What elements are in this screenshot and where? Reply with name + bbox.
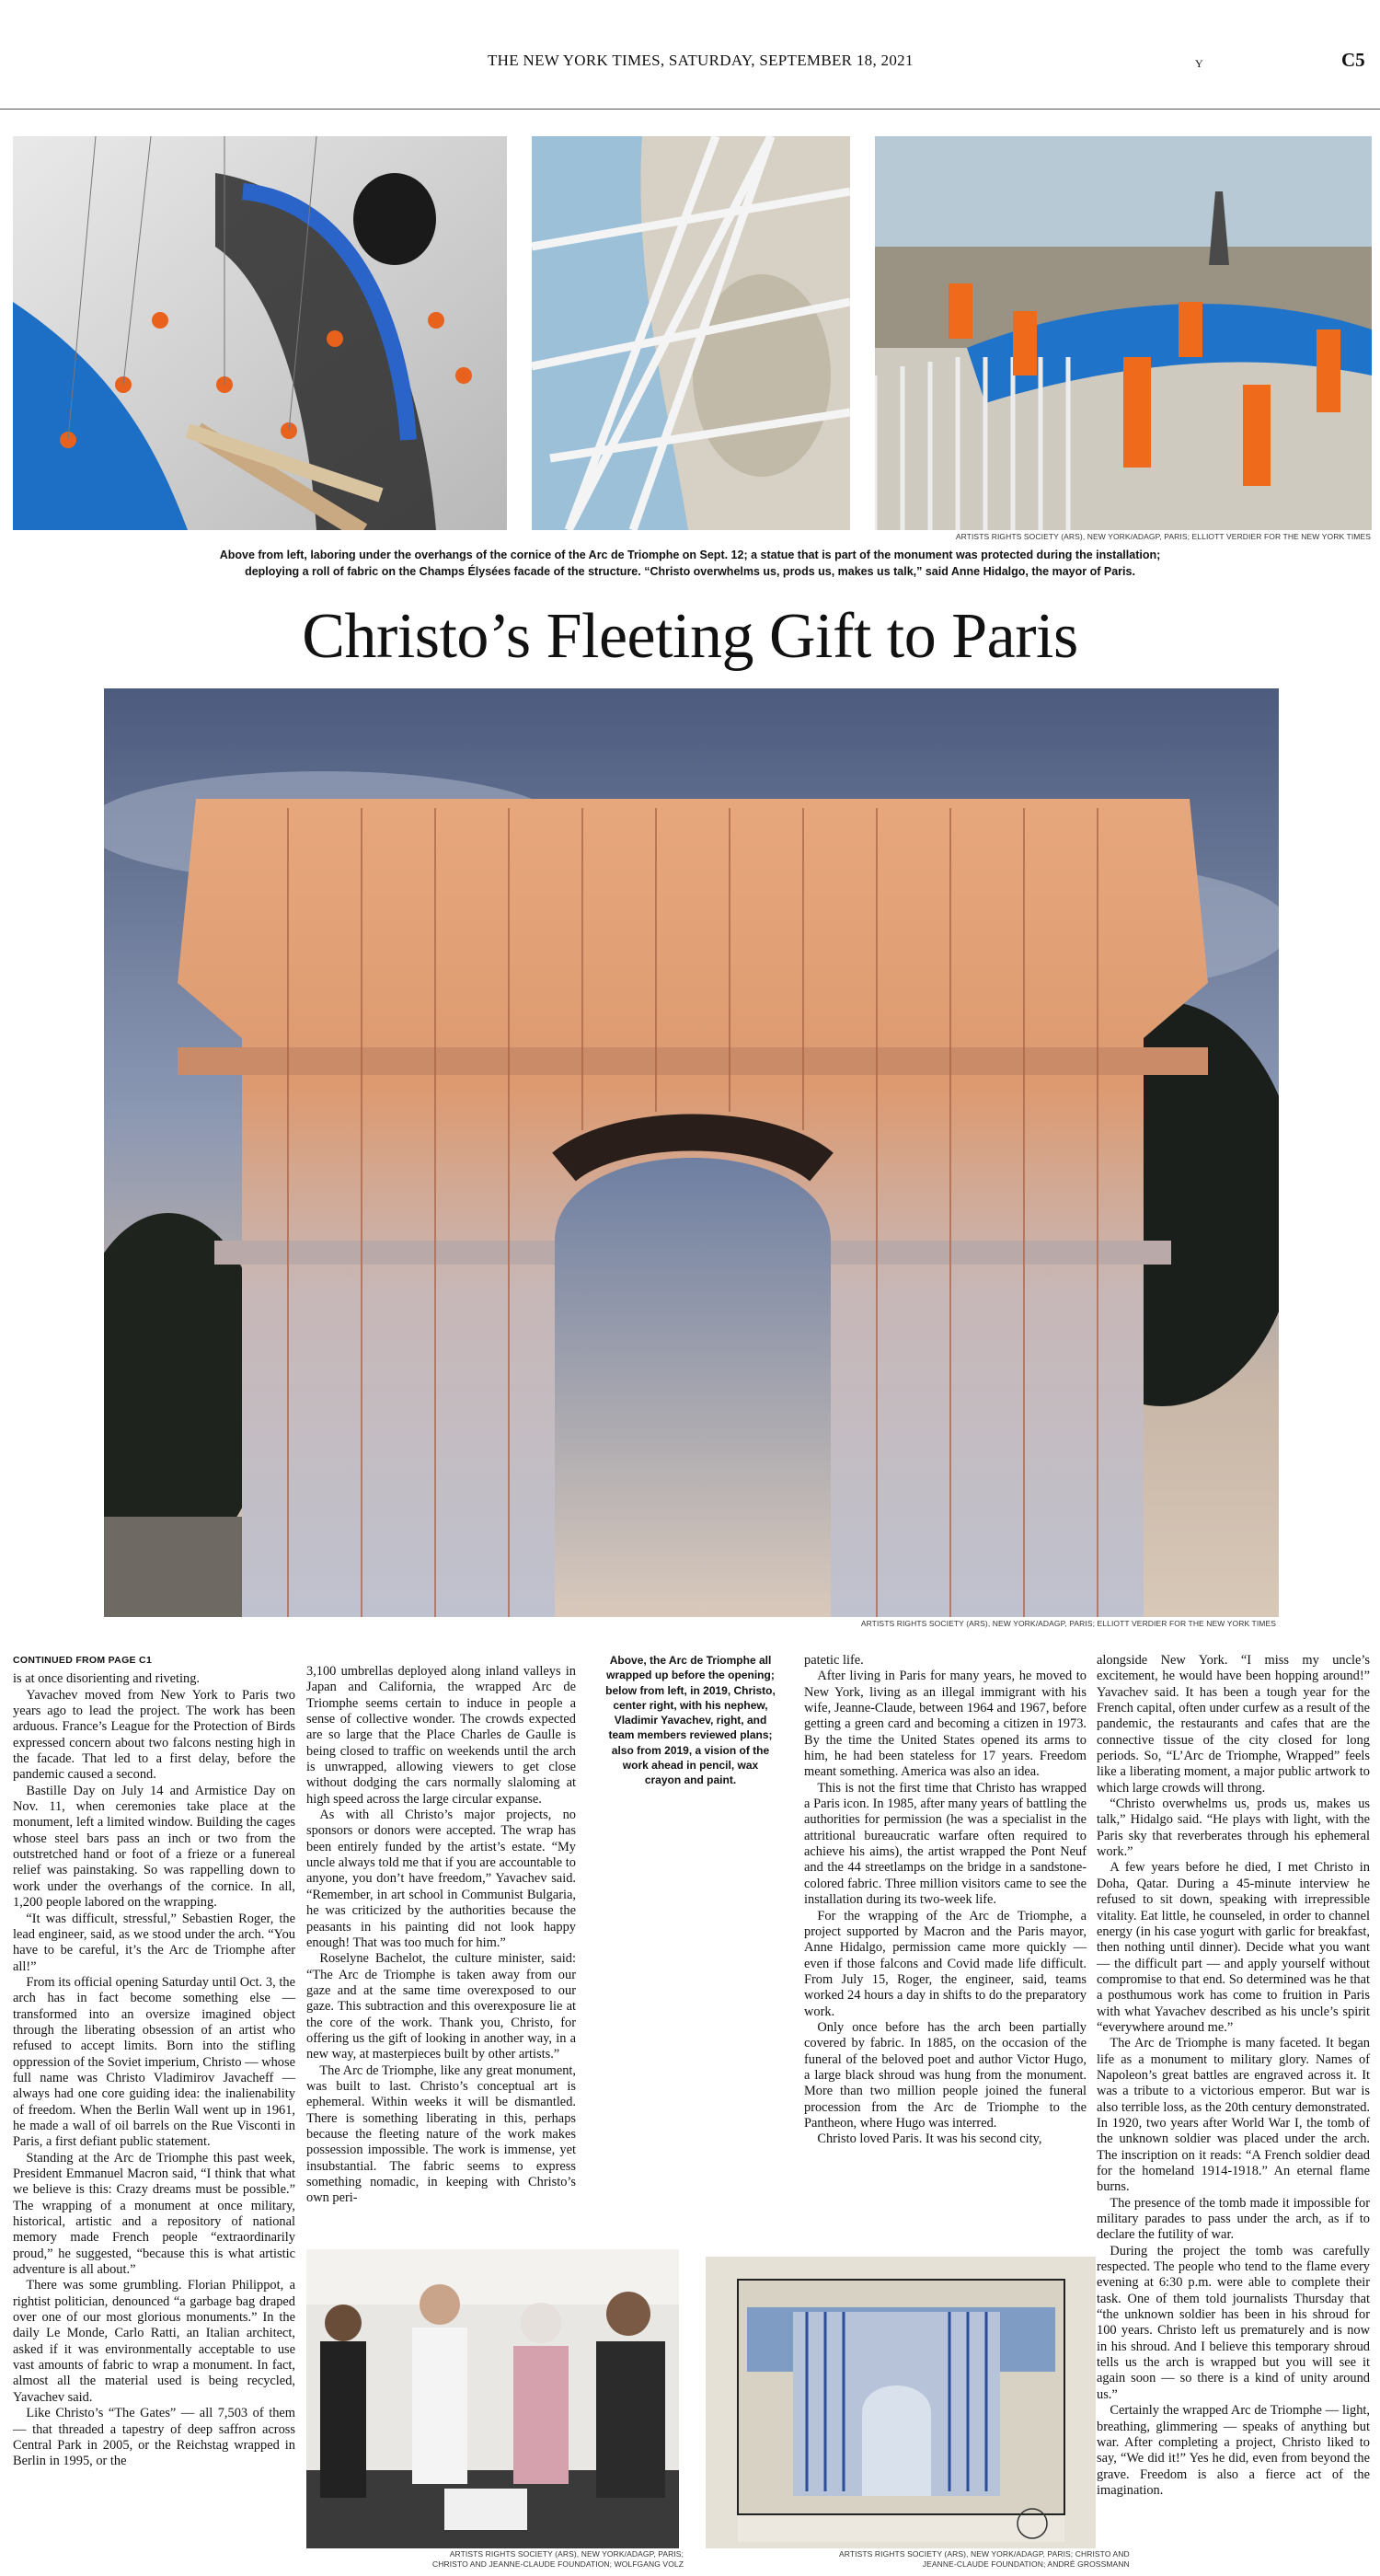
paragraph: Like Christo’s “The Gates” — all 7,503 of them — that threaded a tapestry of deep saffron across Central Park in 2005, or the Reichstag wrapped in Berlin in 1995, or the	[13, 2406, 295, 2469]
paragraph: Certainly the wrapped Arc de Triomphe — light, breathing, glimmering — speaks of anything but war. After completing a project, Christo liked to say, “We did it!” Yes he did, even from beyond the grave. Freedom is also a fierce act of the imagination.	[1097, 2403, 1370, 2498]
paragraph: This is not the first time that Christo has wrapped a Paris icon. In 1985, after many years of battling the authorities for permission (he was a specialist in the attritional bureaucratic warfare often required to achieve his aims), the artist wrapped the Pont Neuf and the 44 streetlamps on the bridge in a sandstone-colored fabric. Three million visitors came to see the installation during its two-week life.	[804, 1780, 1087, 1908]
paragraph: For the wrapping of the Arc de Triomphe, a project supported by Macron and the Paris mayor, Anne Hidalgo, permission came more quickly — even if those falcons and Covid made life difficult. From July 15, Roger, the engineer, said, teams worked 24 hours a day in shifts to do the preparatory work.	[804, 1908, 1087, 2019]
paragraph: From its official opening Saturday until Oct. 3, the arch has in fact become something else — transformed into an oversize imagined object through the liberating obsession of an artist who refused to accept limits. Born into the stifling oppression of the Soviet imperium, Christo — whose full name was Christo Vladimirov Javacheff — always had one core guiding idea: the inalienability of freedom. When the Berlin Wall went up in 1961, he made a wall of oil barrels on the Rue Visconti in Paris, a first defiant public statement.	[13, 1974, 295, 2150]
top-photo-credit: ARTISTS RIGHTS SOCIETY (ARS), NEW YORK/ADAGP, PARIS; ELLIOTT VERDIER FOR THE NEW YORK TIMES	[955, 532, 1371, 541]
paragraph: There was some grumbling. Florian Philippot, a rightist politician, denounced “a garbage bag draped over one of our most glorious monuments.” In the daily Le Monde, Carlo Ratti, an Italian architect, asked if it was environmentally acceptable to use vast amounts of fabric to wrap a monument. In fact, almost all the material used is being recycled, Yavachev said.	[13, 2278, 295, 2405]
top-caption-line-1: Above from left, laboring under the overhangs of the cornice of the Arc de Triomphe on Sept. 12; a statue that is part of the monument was protected during the installation;	[219, 549, 1161, 561]
paragraph: During the project the tomb was carefully respected. The people who tend to the flame every evening at 6:30 p.m. were able to complete their task. One of them told journalists Thursday that “the unknown soldier has been in his shroud for 100 years. Christo left us prematurely and is now in his shroud. And I believe this temporary shroud tells us the arch is wrapped but you will see it again soon — so there is a kind of unity around us.”	[1097, 2243, 1370, 2402]
photo-team-reviewing-plans	[306, 2249, 679, 2548]
dateline: THE NEW YORK TIMES, SATURDAY, SEPTEMBER 18, 2021	[488, 52, 914, 69]
credit-line: ARTISTS RIGHTS SOCIETY (ARS), NEW YORK/ADAGP, PARIS;	[449, 2549, 684, 2559]
top-caption-line-2: deploying a roll of fabric on the Champs Élysées facade of the structure. “Christo overwhelms us, prods us, makes us talk,” said Anne Hidalgo, the mayor of Paris.	[245, 565, 1135, 578]
paragraph: “Christo overwhelms us, prods us, makes us talk,” Hidalgo said. “He plays with light, with the Paris sky that reverberates through his ephemeral work.”	[1097, 1796, 1370, 1860]
article-column-2	[306, 1664, 576, 2207]
paragraph: 3,100 umbrellas deployed along inland valleys in Japan and California, the wrapped Arc de Triomphe seems certain to induce in people a sense of collective wonder. The crowds expected are so large that the Place Charles de Gaulle is being closed to traffic on weekends until the arch is unwrapped, allowing viewers to get close without dodging the cars normally slaloming at high speed across the large circular expanse.	[306, 1664, 576, 1807]
side-photo-caption: Above, the Arc de Triomphe all wrapped up before the opening; below from left, in 2019, Christo, center right, with his nephew, Vladimir Yavachev, right, and team members reviewed plans; also from 2019, a vision of the work ahead in pencil, wax crayon and paint.	[605, 1654, 776, 1787]
paragraph: After living in Paris for many years, he moved to New York, living as an illegal immigrant with his wife, Jeanne-Claude, between 1964 and 1967, before getting a green card and becoming a citizen in 1973. By the time the United States opened its arms to him, he had been stateless for 17 years. Freedom meant something. America was also an idea.	[804, 1669, 1087, 1780]
bottom-left-credit	[432, 2549, 684, 2570]
paragraph: The presence of the tomb made it impossible for military parades to pass under the arch, as if to declare the futility of war.	[1097, 2195, 1370, 2243]
paragraph: Bastille Day on July 14 and Armistice Day on Nov. 11, when ceremonies take place at the monument, left a limited window. Building the cages whose steel bars pass an inch or two from the outstretched hand or foot of a frieze or a funereal relief was painstaking. So was rappelling down to work under the overhangs of the cornice. In all, 1,200 people labored on the wrapping.	[13, 1783, 295, 1911]
paragraph: The Arc de Triomphe, like any great monument, was built to last. Christo’s conceptual art is ephemeral. Within weeks it will be dismantled. There is something liberating in this, perhaps because the fleeting nature of the work makes possession impossible. The work is immense, yet insubstantial. The fabric seems to express something nomadic, in keeping with Christo’s own peri-	[306, 2062, 576, 2206]
paragraph: Roselyne Bachelot, the culture minister, said: “The Arc de Triomphe is taken away from our gaze and at the same time overexposed to our gaze. This subtraction and this overexposure lie at the core of the work. Thank you, Christo, for offering us the gift of looking in another way, in a new way, at masterpieces built by other artists.”	[306, 1951, 576, 2062]
paragraph: Christo loved Paris. It was his second city,	[817, 2131, 1042, 2147]
page-number: C5	[1341, 49, 1365, 71]
headline: Christo’s Fleeting Gift to Paris	[302, 601, 1078, 672]
paragraph: Standing at the Arc de Triomphe this past week, President Emmanuel Macron said, “I think that what we believe is this: Crazy dreams must be possible.” The wrapping of a monument at once military, historical, artistic and a repository of national memory made French people “extraordinarily proud,” he suggested, “because this is what artistic adventure is all about.”	[13, 2150, 295, 2278]
photo-workers-under-cornice	[13, 136, 507, 530]
edition-mark: Y	[1195, 57, 1203, 70]
credit-line: ARTISTS RIGHTS SOCIETY (ARS), NEW YORK/ADAGP, PARIS; CHRISTO AND	[839, 2549, 1130, 2559]
photo-arc-wrapped-drawing	[706, 2257, 1096, 2548]
photo-deploying-fabric-roll	[875, 136, 1372, 530]
paragraph: alongside New York. “I miss my uncle’s excitement, he would have been hopping around!” Yavachev said. It has been a tough year for the French capital, often under curfew as a result of the pandemic, the restaurants and cafes that are the connective tissue of the city closed for long periods. So, “L’Arc de Triomphe, Wrapped” feels like a liberating moment, a major public artwork to which large crowds will throng.	[1097, 1653, 1370, 1796]
top-photo-caption	[0, 547, 1380, 580]
paragraph: A few years before he died, I met Christo in Doha, Qatar. During a 45-minute interview he refused to sit down, speaking with irrepressible vitality. Eat little, he counseled, in order to channel energy (in his case yogurt with garlic for breakfast, then nothing until dinner). Decide what you want — the difficult part — and apply yourself without compromise to that end. So determined was he that a posthumous work has come to fruition in Paris with what Yavachev described as his uncle’s spirit “everywhere around me.”	[1097, 1860, 1370, 2035]
bottom-right-credit	[839, 2549, 1130, 2570]
paragraph: Only once before has the arch been partially covered by fabric. In 1885, on the occasion of the funeral of the beloved poet and author Victor Hugo, a large black shroud was hung from the monument. More than two million people joined the funeral procession from the Arc de Triomphe to the Pantheon, where Hugo was interred.	[804, 2019, 1087, 2131]
article-column-1	[13, 1653, 295, 2470]
credit-line: CHRISTO AND JEANNE-CLAUDE FOUNDATION; WOLFGANG VOLZ	[432, 2559, 684, 2569]
paragraph: patetic life.	[804, 1653, 864, 1668]
article-column-4	[804, 1653, 1087, 2148]
paragraph: The Arc de Triomphe is many faceted. It began life as a monument to military glory. Names of Napoleon’s great battles are engraved across it. It was a tribute to a victorious emperor. But war is also terrible loss, as the 20th century demonstrated. In 1920, two years after World War I, the tomb of the unknown soldier was placed under the arch. The inscription on it reads: “A French soldier dead for the homeland 1914-1918.” An eternal flame burns.	[1097, 2036, 1370, 2195]
paragraph: As with all Christo’s major projects, no sponsors or donors were accepted. The wrap has been entirely funded by the artist’s estate. “My uncle always told me that if you are accountable to anyone, you don’t have freedom,” Yavachev said. “Remember, in art school in Communist Bulgaria, he was criticized by the authorities because the peasants in his painting did not look happy enough! That was too much for him.”	[306, 1808, 576, 1950]
credit-line: JEANNE-CLAUDE FOUNDATION; ANDRÉ GROSSMANN	[922, 2559, 1130, 2569]
continued-from-kicker: CONTINUED FROM PAGE C1	[13, 1655, 153, 1666]
photo-wrapped-arc-de-triomphe	[104, 688, 1279, 1617]
header-rule	[0, 109, 1380, 110]
photo-protected-statue	[532, 136, 850, 530]
article-column-5	[1097, 1653, 1370, 2499]
paragraph: Yavachev moved from New York to Paris two years ago to lead the project. The work has been arduous. France’s League for the Protection of Birds expressed concern about two falcons nesting high in the facade. That led to a first delay, before the pandemic caused a second.	[13, 1687, 295, 1783]
main-photo-credit: ARTISTS RIGHTS SOCIETY (ARS), NEW YORK/ADAGP, PARIS; ELLIOTT VERDIER FOR THE NEW YORK TIMES	[860, 1619, 1276, 1628]
paragraph: “It was difficult, stressful,” Sebastien Roger, the lead engineer, said, as we stood under the arch. “You have to be careful, it’s the Arc de Triomphe after all!”	[13, 1911, 295, 1974]
paragraph: is at once disorienting and riveting.	[13, 1671, 201, 1687]
